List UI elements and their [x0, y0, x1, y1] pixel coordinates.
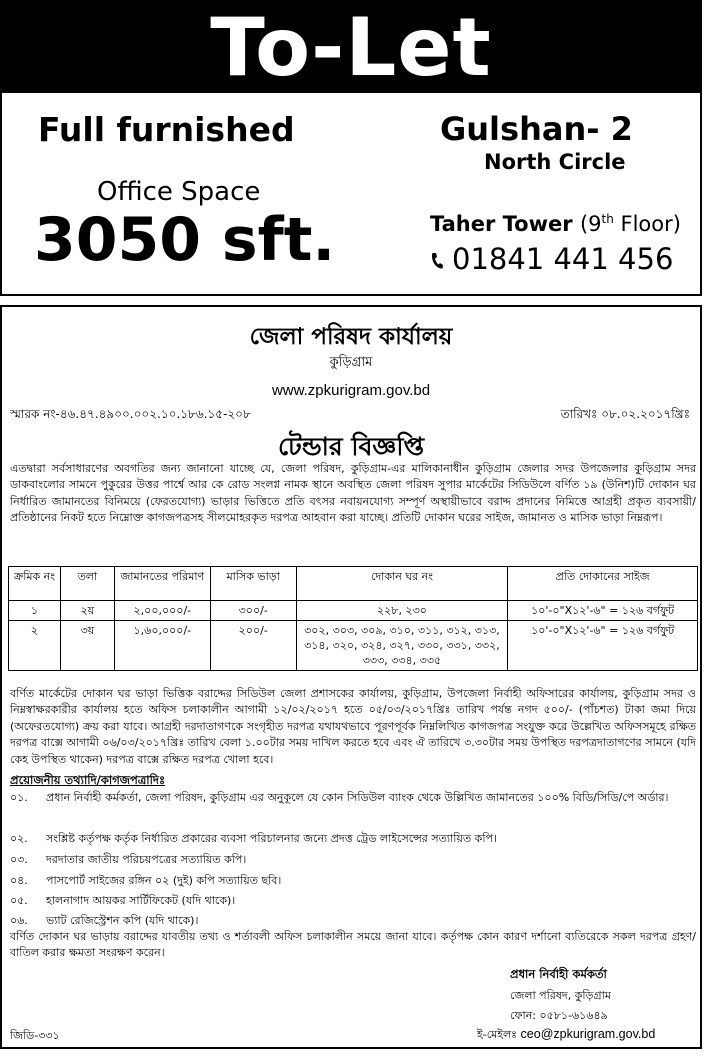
shop-table [8, 566, 698, 671]
cell-shop-no: ৩০২, ৩০৩, ৩০৯, ৩১০, ৩১১, ৩১২, ৩১৩, ৩১৪, ৩২০, ৩২৪, ৩২৭, ৩৩০, ৩৩১, ৩৩২, ৩৩৩, ৩৩৪, ৩৩৫ [296, 621, 508, 671]
terms-paragraph: বর্ণিত দোকান ঘর ভাড়ায় বরাদ্দের যাবতীয় তথ্য ও শর্তাবলী অফিস চলাকালীন সময়ে জানা যাবে। কর্তৃপক্ষ কোন কারণ দর্শানো ব্যতিরেকে সকল দরপত্র গ্রহণ/বাতিল করার ক্ষমতা সংরক্ষণ করেন। [10, 930, 696, 960]
header-serial: ক্রমিক নং [9, 567, 61, 601]
cell-deposit: ২,০০,০০০/- [114, 601, 210, 621]
phone-icon [430, 252, 444, 270]
header-size: প্রতি দোকানের সাইজ [508, 567, 698, 601]
cell-floor: ২য় [60, 601, 114, 621]
item-text: সংশ্লিষ্ট কর্তৃপক্ষ কর্তৃক নির্ধারিত প্রকারের ব্যবসা পরিচালনার জন্যে প্রদত্ত ট্রেড লাইসেন্সের সত্যায়িত কপি। [46, 832, 497, 845]
notice-date: তারিখঃ ০৮.০২.২০১৭খ্রিঃ [560, 407, 690, 421]
signatory-email [477, 1026, 655, 1045]
item-number: ০২. [10, 832, 28, 845]
item-number: ০১. [10, 791, 28, 804]
item-text: দরদাতার জাতীয় পরিচয়পত্রের সত্যায়িত কপি। [46, 853, 247, 866]
ad-phone [430, 242, 673, 276]
header-floor: তলা [60, 567, 114, 601]
ad-space-type: Office Space [97, 177, 261, 207]
intro-paragraph: এতদ্বারা সর্বসাধারণের অবগতির জন্য জানানো যাচ্ছে যে, জেলা পরিষদ, কুড়িগ্রাম-এর মালিকানাধীন কুড়িগ্রাম জেলার সদর উপজেলার কুড়িগ্রাম সদর ডাকবাংলোর সামনে পুকুরের উত্তর পার্শ্বে আর কে রোড সংলগ্ন নামক স্থানে অবস্থিত জেলা পরিষদ সুপার মার্কেটের সিডিউলে বর্ণিত ১৯ (উনিশ)টি দোকান ঘর নির্ধারিত জামানতের বিনিময়ে (ফেরতযোগ্য) ভাড়ার ভিত্তিতে প্রতি বৎসর নবায়নযোগ্য সম্পূর্ণ অস্থায়ীভাবে বরাদ্দ প্রদানের নিমিত্তে আগ্রহী প্রকৃত ব্যবসায়ী/প্রতিষ্ঠানের নিকট হতে নিম্নোক্ত কাগজপত্রসহ সীলমোহরকৃত দরপত্র আহবান করা যাচ্ছে। প্রতিটি দোকান ঘরের সাইজ, জামানত ও মাসিক ভাড়া নিম্নরূপ। [10, 462, 696, 525]
cell-rent: ৩০০/- [210, 601, 296, 621]
ad-area-sub: North Circle [484, 150, 626, 174]
cell-size: ১০'-০"X১২'-৬" = ১২৬ বর্গফুট [508, 601, 698, 621]
table-row [9, 601, 698, 621]
cell-size: ১০'-০"X১২'-৬" = ১২৬ বর্গফুট [508, 621, 698, 671]
item-text: ভ্যাট রেজিস্ট্রেশন কপি (যদি থাকে)। [46, 914, 199, 927]
ad-phone-number: 01841 441 456 [452, 242, 674, 276]
to-let-advertisement [0, 0, 702, 296]
requirements-title: প্রয়োজনীয় তথ্যাদি/কাগজপত্রাদিঃ [10, 773, 166, 787]
tender-heading: টেন্ডার বিজ্ঞপ্তি [277, 432, 425, 461]
ad-furnished: Full furnished [38, 110, 295, 149]
ad-size: 3050 sft. [34, 205, 336, 275]
ad-area: Gulshan- 2 [440, 110, 633, 148]
office-name: জেলা পরিষদ কার্যালয় [249, 324, 453, 350]
email-label: ই-মেইলঃ [477, 1028, 521, 1041]
item-text: পাসপোর্ট সাইজের রঙ্গিন ০২ (দুই) কপি সত্যায়িত ছবি। [46, 874, 282, 887]
ad-building-name: Taher Tower [430, 212, 573, 236]
cell-floor: ৩য় [60, 621, 114, 671]
item-number: ০৫. [10, 894, 28, 907]
signatory-phone: ফোন: ০৫৮১-৬১৬৪৯ [510, 1009, 608, 1022]
cell-serial: ২ [9, 621, 61, 671]
header-shop-no: দোকান ঘর নং [296, 567, 508, 601]
tender-notice [0, 305, 702, 1049]
website-link[interactable]: www.zpkurigram.gov.bd [271, 382, 431, 399]
cell-rent: ২০০/- [210, 621, 296, 671]
ad-title: To-Let [2, 2, 700, 93]
table-header-row [9, 567, 698, 601]
header-deposit: জামানতের পরিমাণ [114, 567, 210, 601]
item-number: ০৪. [10, 874, 28, 887]
item-text: প্রধান নির্বাহী কর্মকর্তা, জেলা পরিষদ, কুড়িগ্রাম এর অনুকূলে যে কোন সিডিউল ব্যাংক থেকে উল্লিখিত জামানতের ১০০% বিডি/সিডি/পে অর্ডার। [46, 791, 669, 804]
cell-serial: ১ [9, 601, 61, 621]
district-name: কুড়িগ্রাম [329, 355, 373, 370]
table-row [9, 621, 698, 671]
signatory-org: জেলা পরিষদ, কুড়িগ্রাম [510, 989, 611, 1002]
schedule-paragraph: বর্ণিত মার্কেটের দোকান ঘর ভাড়া ভিত্তিক বরাদ্দের সিডিউল জেলা প্রশাসকের কার্যালয়, কুড়িগ্রাম, উপজেলা নির্বাহী অফিসারের কার্যালয়, কুড়িগ্রাম সদর ও নিম্নস্বাক্ষরকারীর কার্যালয় হতে অফিস চলাকালীন আগামী ১২/০২/২০১৭ হতে ০৫/০৩/২০১৭খ্রিঃ তারিখ পর্যন্ত নগদ ৫০০/- (পাঁচশত) টাকা জমা দিয়ে (অফেরতযোগ্য) ক্রয় করা যাবে। আগ্রহী দরদাতাগণকে সংগৃহীত দরপত্র যথাযথভাবে পূরণপূর্বক নিম্নলিখিত কাগজপত্র সংযুক্ত করে উল্লেখিত অফিসসমূহে রক্ষিত দরপত্র বাক্সে আগামী ০৬/০৩/২০১৭খ্রিঃ তারিখ বেলা ১.০০টার সময় দাখিল করতে হবে এবং ঐ তারিখে ৩.৩০টার সময় উপস্থিত দরপত্রদাতাগণের সামনে (যদি কেহ উপস্থিত থাকেন) দরপত্র বাক্সে রক্ষিত দরপত্র খোলা হবে। [10, 687, 696, 766]
gd-number: জিডি-৩৩১ [10, 1029, 60, 1042]
signatory-title: প্রধান নির্বাহী কর্মকর্তা [510, 967, 607, 981]
ad-building [430, 212, 681, 236]
cell-deposit: ১,৬০,০০০/- [114, 621, 210, 671]
item-number: ০৩. [10, 853, 28, 866]
ad-floor: (9th Floor) [579, 212, 681, 236]
memo-number: স্মারক নং-৪৬.৪৭.৪৯০০.০০২.১০.১৮৬.১৫-২০৮ [10, 407, 251, 421]
email-link[interactable]: ceo@zpkurigram.gov.bd [520, 1027, 656, 1041]
cell-shop-no: ২২৮, ২৩০ [296, 601, 508, 621]
header-rent: মাসিক ভাড়া [210, 567, 296, 601]
item-number: ০৬. [10, 914, 28, 927]
item-text: হালনাগাদ আয়কর সার্টিফিকেট (যদি থাকে)। [46, 894, 236, 907]
